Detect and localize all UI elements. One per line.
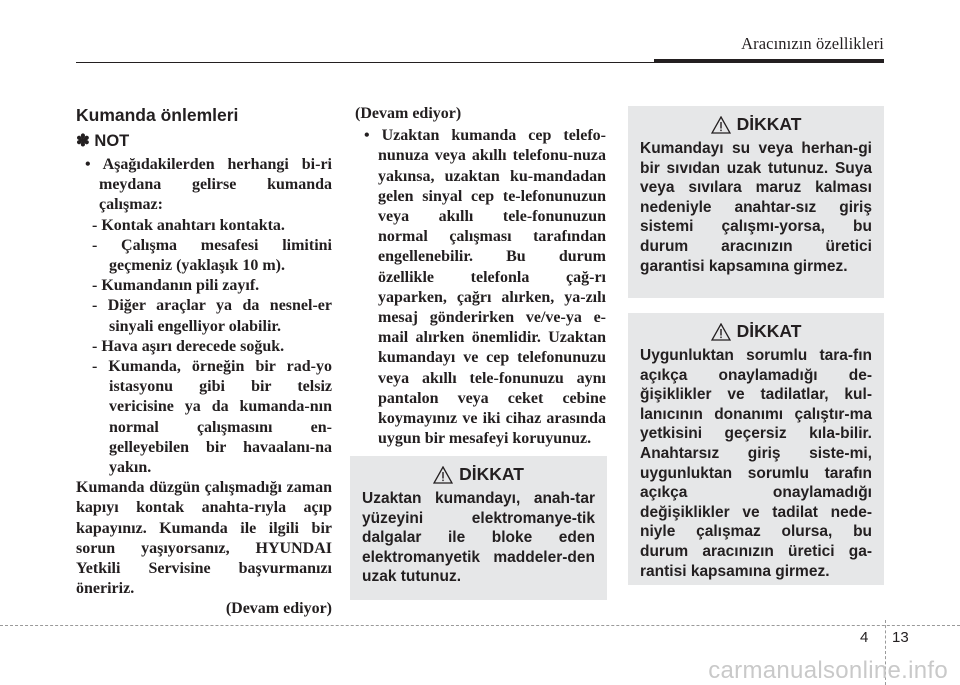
caution-heading-text: DİKKAT <box>459 464 524 485</box>
note-bullet: • Uzaktan kumanda cep telefo-nunuza veya akıllı telefonu-nuza yakınsa, uzaktan ku-mandadan gelen sinyal cep te-lefonunuzun veya akıllı tele-fonunuzun normal çalışması tarafından engellenebilir. Bu durum özellikle telefonla çağ-rı yaparken, çağrı alırken, ya-zılı mesaj gönderirken ve/ve-ya e-mail alırken önemlidir. Uzaktan kumandayı ve cep telefonunuzu veya akıllı tele-fonunuzu aynı pantalon veya ceket cebine koymayınız ve iki cihaz arasında uygun bir mesafeyi koruyunuz. <box>364 127 606 448</box>
note-bullet: • Aşağıdakilerden herhangi bi-ri meydana gelirse kumanda çalışmaz: <box>85 156 332 214</box>
left-column <box>76 104 332 620</box>
warning-triangle-icon <box>711 116 731 134</box>
note-subitem: - Çalışma mesafesi limitini geçmeniz (yaklaşık 10 m). <box>92 236 332 275</box>
page-number: 13 <box>892 629 909 646</box>
caution-text: Uzaktan kumandayı, anah-tar yüzeyini elektromanye-tik dalgalar ile bloke eden elektromanyetik maddeler-den uzak tutunuz. <box>362 490 595 586</box>
warning-triangle-icon <box>711 323 731 341</box>
caution-heading <box>362 464 595 486</box>
note-subitem: - Diğer araçlar ya da nesnel-er sinyali engelliyor olabilir. <box>92 297 332 335</box>
caution-text: Uygunluktan sorumlu tara-fın açıkça onaylamadığı de-ğişiklikler ve tadilatlar, kul-lanıcının donanımı çalıştır-ma yetkisini geçersiz kıla-bilir. Anahtarsız giriş siste-mi, uygunluktan sorumlu tarafın açıkça onaylamadığı değişiklikler ve tadilat nede-niyle çalışmaz olursa, bu durum aracınızın üretici ga-rantisi kapsamına girmez. <box>640 347 872 580</box>
caution-box <box>628 106 884 298</box>
warning-triangle-icon <box>433 466 453 484</box>
continued-label: (Devam ediyor) <box>355 105 462 122</box>
caution-heading-text: DİKKAT <box>736 114 802 135</box>
note-subitem: - Hava aşırı derecede soğuk. <box>92 337 285 355</box>
note-heading: ✽ NOT <box>76 132 130 150</box>
caution-text: Kumandayı su veya herhan-gi bir sıvıdan uzak tutunuz. Suya veya sıvılara maruz kalması nedeniyle anahtar-sız giriş sistemi çalışmı-yorsa, bu durum aracınızın üretici garantisi kapsamına girmez. <box>640 140 872 275</box>
middle-column <box>355 104 606 449</box>
caution-box <box>628 313 884 585</box>
caution-heading-text: DİKKAT <box>736 321 802 342</box>
note-subitem: - Kumanda, örneğin bir rad-yo istasyonu gibi bir telsiz vericisine ya da kumanda-nın normal çalışmasını en-gelleyebilen bir havaalanı-na yakın. <box>92 358 332 477</box>
chapter-number: 4 <box>860 629 869 646</box>
header-rule-thin <box>76 62 654 63</box>
caution-heading <box>640 114 872 136</box>
body-paragraph: Kumanda düzgün çalışmadığı zaman kapıyı kontak anahta-rıyla açıp kapayınız. Kumanda ile ilgili bir sorun yaşıyorsanız, HYUNDAI Yetkili Servisine başvurmanızı öneririz. <box>76 479 332 598</box>
footer-divider <box>0 625 960 626</box>
section-title: Kumanda önlemleri <box>76 105 239 125</box>
continued-label: (Devam ediyor) <box>225 600 332 618</box>
caution-heading <box>640 321 872 343</box>
header-rule-thick <box>654 59 884 63</box>
page-header-title: Aracınızın özellikleri <box>741 34 884 53</box>
watermark: carmanualsonline.info <box>708 657 948 684</box>
note-subitem: - Kontak anahtarı kontakta. <box>92 216 285 234</box>
note-subitem: - Kumandanın pili zayıf. <box>92 277 260 295</box>
caution-box <box>350 456 607 600</box>
